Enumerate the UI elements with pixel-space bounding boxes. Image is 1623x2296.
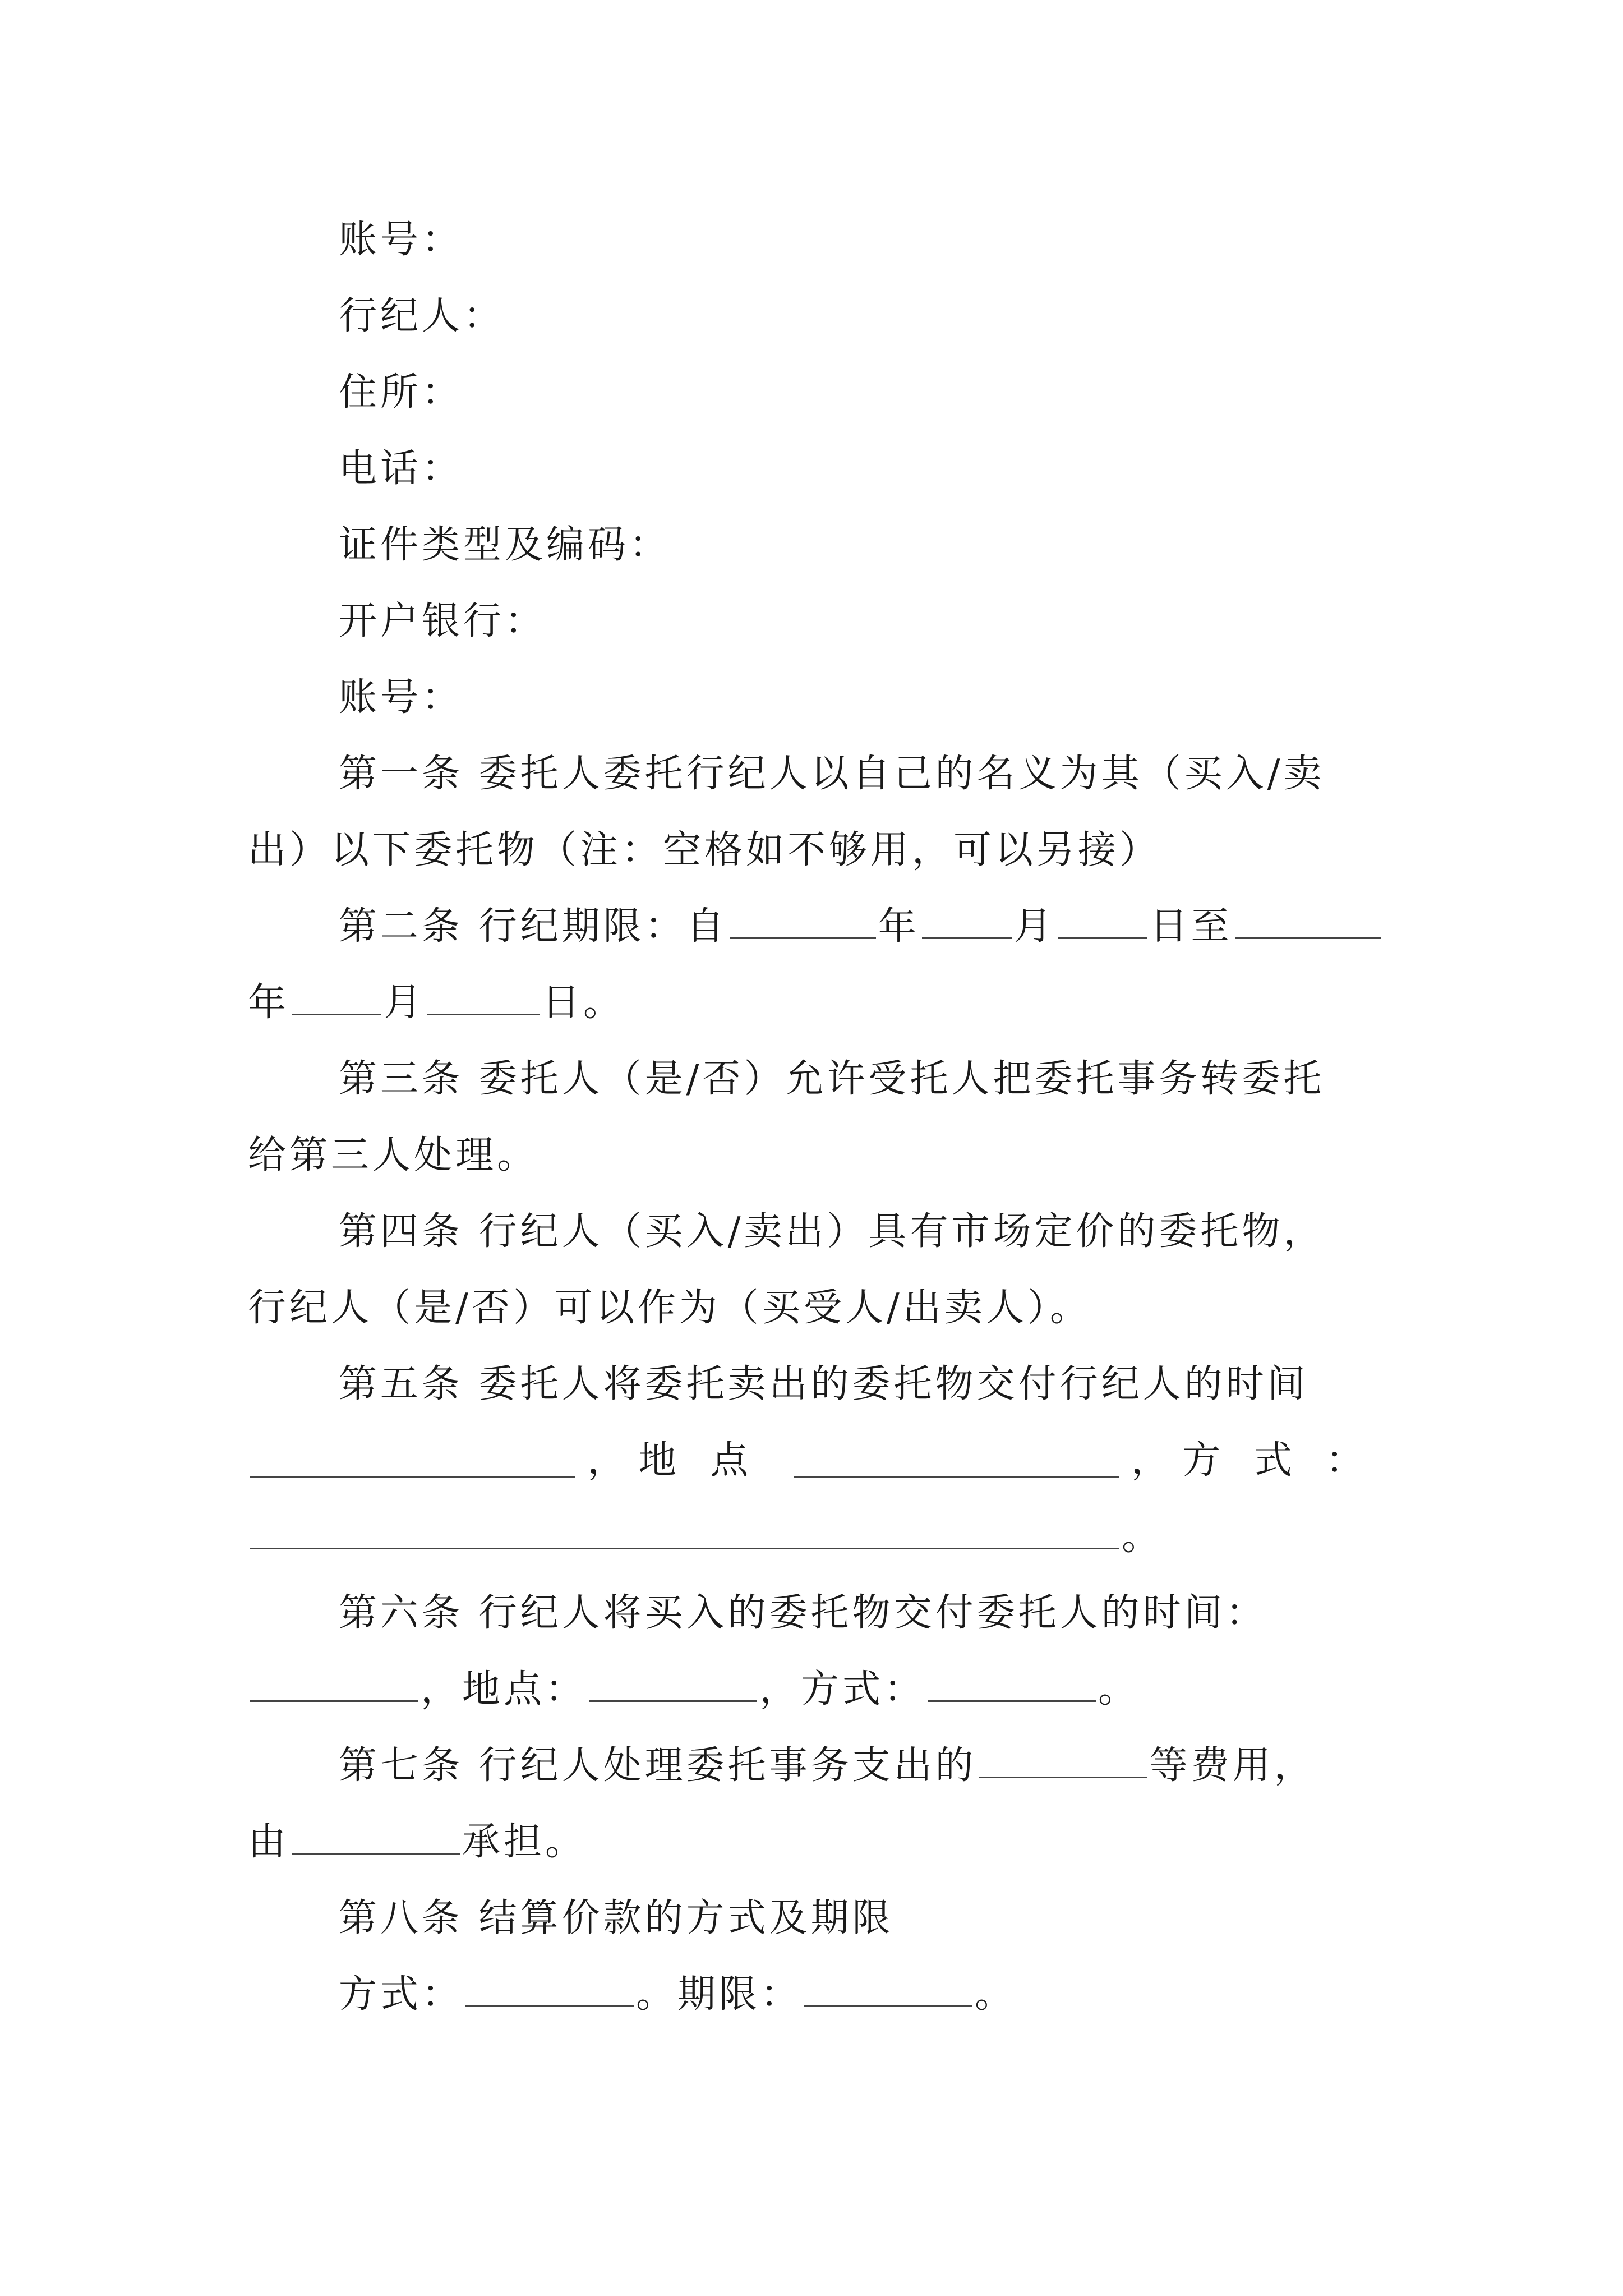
text-line: 行纪人（是/否）可以作为（买受人/出卖人）。 xyxy=(248,1286,1091,1330)
text-line: 账号： xyxy=(339,218,464,262)
blank-underline xyxy=(1235,906,1381,939)
text-line: 第四条 行纪人（买入/卖出）具有市场定价的委托物， xyxy=(339,1209,1325,1254)
text-line: 开户银行： xyxy=(339,599,547,643)
text-line: 第三条 委托人（是/否）允许受托人把委托事务转委托 xyxy=(339,1057,1325,1101)
document-page xyxy=(248,202,1398,2033)
text-line: 出）以下委托物（注：空格如不够用，可以另接） xyxy=(248,828,1161,872)
text-segment: 月 xyxy=(384,981,426,1025)
text-segment: 。 xyxy=(975,1972,1017,2017)
text-line xyxy=(248,1728,1398,1804)
blank-underline xyxy=(250,1516,1119,1549)
text-segment: 日至 xyxy=(1149,904,1233,949)
text-segment: ， xyxy=(1131,1438,1173,1483)
blank-underline xyxy=(804,1974,972,2007)
text-line xyxy=(248,965,1398,1041)
text-segment: ， xyxy=(587,1438,629,1483)
text-segment: 承担。 xyxy=(462,1820,587,1864)
text-segment: 年 xyxy=(248,981,290,1025)
text-line xyxy=(248,1804,1398,1880)
blank-underline xyxy=(250,1669,418,1702)
text-line xyxy=(248,1957,1398,2033)
text-segment: 年 xyxy=(878,904,920,949)
blank-underline xyxy=(250,1444,575,1478)
text-line: 第一条 委托人委托行纪人以自己的名义为其（买入/卖 xyxy=(339,752,1325,796)
text-line: 账号： xyxy=(339,675,464,720)
text-line: 电话： xyxy=(339,447,464,491)
text-segment: 。期限： xyxy=(636,1972,803,2017)
text-segment: 由 xyxy=(248,1820,290,1864)
text-line: 行纪人： xyxy=(339,294,505,338)
text-segment: 第二条 行纪期限：自 xyxy=(339,904,728,949)
text-line: 第五条 委托人将委托卖出的委托物交付行纪人的时间 xyxy=(339,1362,1309,1406)
text-line xyxy=(248,1499,1398,1575)
text-segment: 地点 xyxy=(638,1438,782,1483)
text-segment: 日。 xyxy=(542,981,625,1025)
text-line: 住所： xyxy=(339,370,464,415)
text-segment: 第七条 行纪人处理委托事务支出的 xyxy=(339,1743,977,1788)
text-segment: 方式： xyxy=(339,1972,464,2017)
text-segment: 等费用， xyxy=(1149,1743,1316,1788)
text-segment: 。 xyxy=(1122,1515,1164,1559)
blank-underline xyxy=(292,982,381,1015)
blank-underline xyxy=(730,906,876,939)
blank-underline xyxy=(928,1669,1096,1702)
text-line: 证件类型及编码： xyxy=(339,523,671,567)
blank-underline xyxy=(589,1669,757,1702)
blank-underline xyxy=(794,1444,1119,1478)
text-line: 第六条 行纪人将买入的委托物交付委托人的时间： xyxy=(339,1591,1267,1635)
blank-underline xyxy=(1058,906,1147,939)
text-segment: 。 xyxy=(1098,1667,1140,1711)
text-line xyxy=(248,1423,1398,1499)
blank-underline xyxy=(922,906,1012,939)
text-segment: ，地点： xyxy=(421,1667,587,1711)
text-line xyxy=(248,1651,1398,1728)
blank-underline xyxy=(292,1821,460,1855)
text-line: 第八条 结算价款的方式及期限 xyxy=(339,1896,894,1940)
text-line: 给第三人处理。 xyxy=(248,1133,539,1177)
text-segment: ，方式： xyxy=(759,1667,926,1711)
blank-underline xyxy=(979,1745,1147,1778)
blank-underline xyxy=(465,1974,634,2007)
text-line xyxy=(248,889,1398,965)
text-segment: 月 xyxy=(1013,904,1055,949)
text-segment: 方式： xyxy=(1182,1438,1398,1483)
blank-underline xyxy=(427,982,540,1015)
